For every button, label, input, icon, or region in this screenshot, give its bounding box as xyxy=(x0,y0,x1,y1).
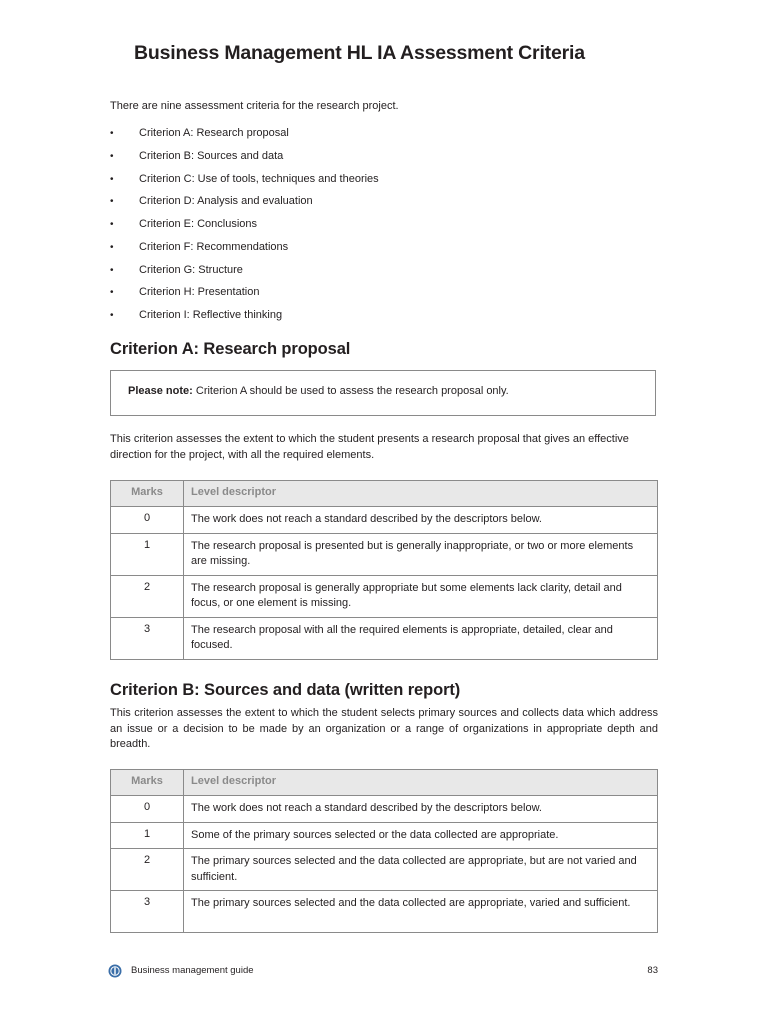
level-descriptor-header: Level descriptor xyxy=(184,481,658,507)
criterion-b-description: This criterion assesses the extent to which the student selects primary sources and collects data which address an issue or a decision to be made by an organization or a range of organizations in appropriate depth and breadth. xyxy=(110,707,658,750)
table-row xyxy=(111,796,658,823)
list-item xyxy=(110,239,379,262)
bullet-icon: • xyxy=(110,128,114,139)
note-text: Criterion A should be used to assess the research proposal only. xyxy=(192,385,509,397)
descriptor-cell: The work does not reach a standard described by the descriptors below. xyxy=(184,796,658,823)
table-row xyxy=(111,533,658,575)
descriptor-cell: The primary sources selected and the data collected are appropriate, varied and sufficient. xyxy=(184,891,658,933)
page-footer xyxy=(108,963,658,979)
criterion-label: Criterion B: Sources and data xyxy=(139,149,284,162)
list-item xyxy=(110,284,379,307)
list-item xyxy=(110,125,379,148)
list-item xyxy=(110,148,379,171)
bullet-icon: • xyxy=(110,310,114,321)
descriptor-cell: Some of the primary sources selected or the data collected are appropriate. xyxy=(184,822,658,849)
bullet-icon: • xyxy=(110,173,114,185)
mark-cell: 2 xyxy=(111,575,184,617)
criterion-label: Criterion A: Research proposal xyxy=(139,127,289,139)
criterion-b-table xyxy=(110,769,658,933)
marks-header: Marks xyxy=(111,481,184,507)
section-heading-criterion-b: Criterion B: Sources and data (written report) xyxy=(110,681,461,699)
descriptor-cell: The work does not reach a standard described by the descriptors below. xyxy=(184,507,658,534)
bullet-icon: • xyxy=(110,150,114,162)
mark-cell: 1 xyxy=(111,533,184,575)
criterion-a-description: This criterion assesses the extent to which the student presents a research proposal that gives an effective direction for the project, with all the required elements. xyxy=(110,433,629,461)
intro-text: There are nine assessment criteria for the research project. xyxy=(110,100,399,112)
mark-cell: 0 xyxy=(111,796,184,823)
level-descriptor-header: Level descriptor xyxy=(184,770,658,796)
criterion-label: Criterion F: Recommendations xyxy=(139,240,289,253)
table-row xyxy=(111,617,658,659)
mark-cell: 3 xyxy=(111,617,184,659)
list-item xyxy=(110,262,379,285)
table-header-row xyxy=(111,481,658,507)
criterion-label: Criterion D: Analysis and evaluation xyxy=(139,195,313,208)
ib-logo-icon xyxy=(108,964,122,978)
criterion-a-table xyxy=(110,480,658,660)
criterion-label: Criterion G: Structure xyxy=(139,263,243,276)
criterion-label: Criterion I: Reflective thinking xyxy=(139,309,283,321)
table-header-row xyxy=(111,770,658,796)
descriptor-cell: The research proposal with all the required elements is appropriate, detailed, clear and focused. xyxy=(184,617,658,659)
criterion-label: Criterion C: Use of tools, techniques and theories xyxy=(139,172,379,185)
table-row xyxy=(111,822,658,849)
page-title: Business Management HL IA Assessment Criteria xyxy=(134,42,585,64)
descriptor-cell: The research proposal is presented but is generally inappropriate, or two or more elements are missing. xyxy=(184,533,658,575)
mark-cell: 2 xyxy=(111,849,184,891)
list-item xyxy=(110,193,379,216)
descriptor-cell: The primary sources selected and the data collected are appropriate, but are not varied and sufficient. xyxy=(184,849,658,891)
bullet-icon: • xyxy=(110,241,114,253)
page-number: 83 xyxy=(647,965,658,976)
bullet-icon: • xyxy=(110,287,114,299)
footer-guide-name: Business management guide xyxy=(131,965,254,976)
list-item xyxy=(110,171,379,194)
criterion-label: Criterion H: Presentation xyxy=(139,286,260,299)
list-item xyxy=(110,216,379,239)
descriptor-cell: The research proposal is generally appropriate but some elements lack clarity, detail and focus, or one element is missing. xyxy=(184,575,658,617)
mark-cell: 0 xyxy=(111,507,184,534)
bullet-icon: • xyxy=(110,219,114,230)
table-row xyxy=(111,507,658,534)
mark-cell: 3 xyxy=(111,891,184,933)
marks-header: Marks xyxy=(111,770,184,796)
bullet-icon: • xyxy=(110,264,114,276)
table-row xyxy=(111,575,658,617)
table-row xyxy=(111,891,658,933)
bullet-icon: • xyxy=(110,196,114,208)
note-box xyxy=(110,370,656,416)
section-heading-criterion-a: Criterion A: Research proposal xyxy=(110,340,351,358)
criterion-label: Criterion E: Conclusions xyxy=(139,218,257,230)
criteria-list xyxy=(110,125,379,330)
list-item xyxy=(110,307,379,330)
note-label: Please note: xyxy=(128,385,193,397)
table-row xyxy=(111,849,658,891)
mark-cell: 1 xyxy=(111,822,184,849)
